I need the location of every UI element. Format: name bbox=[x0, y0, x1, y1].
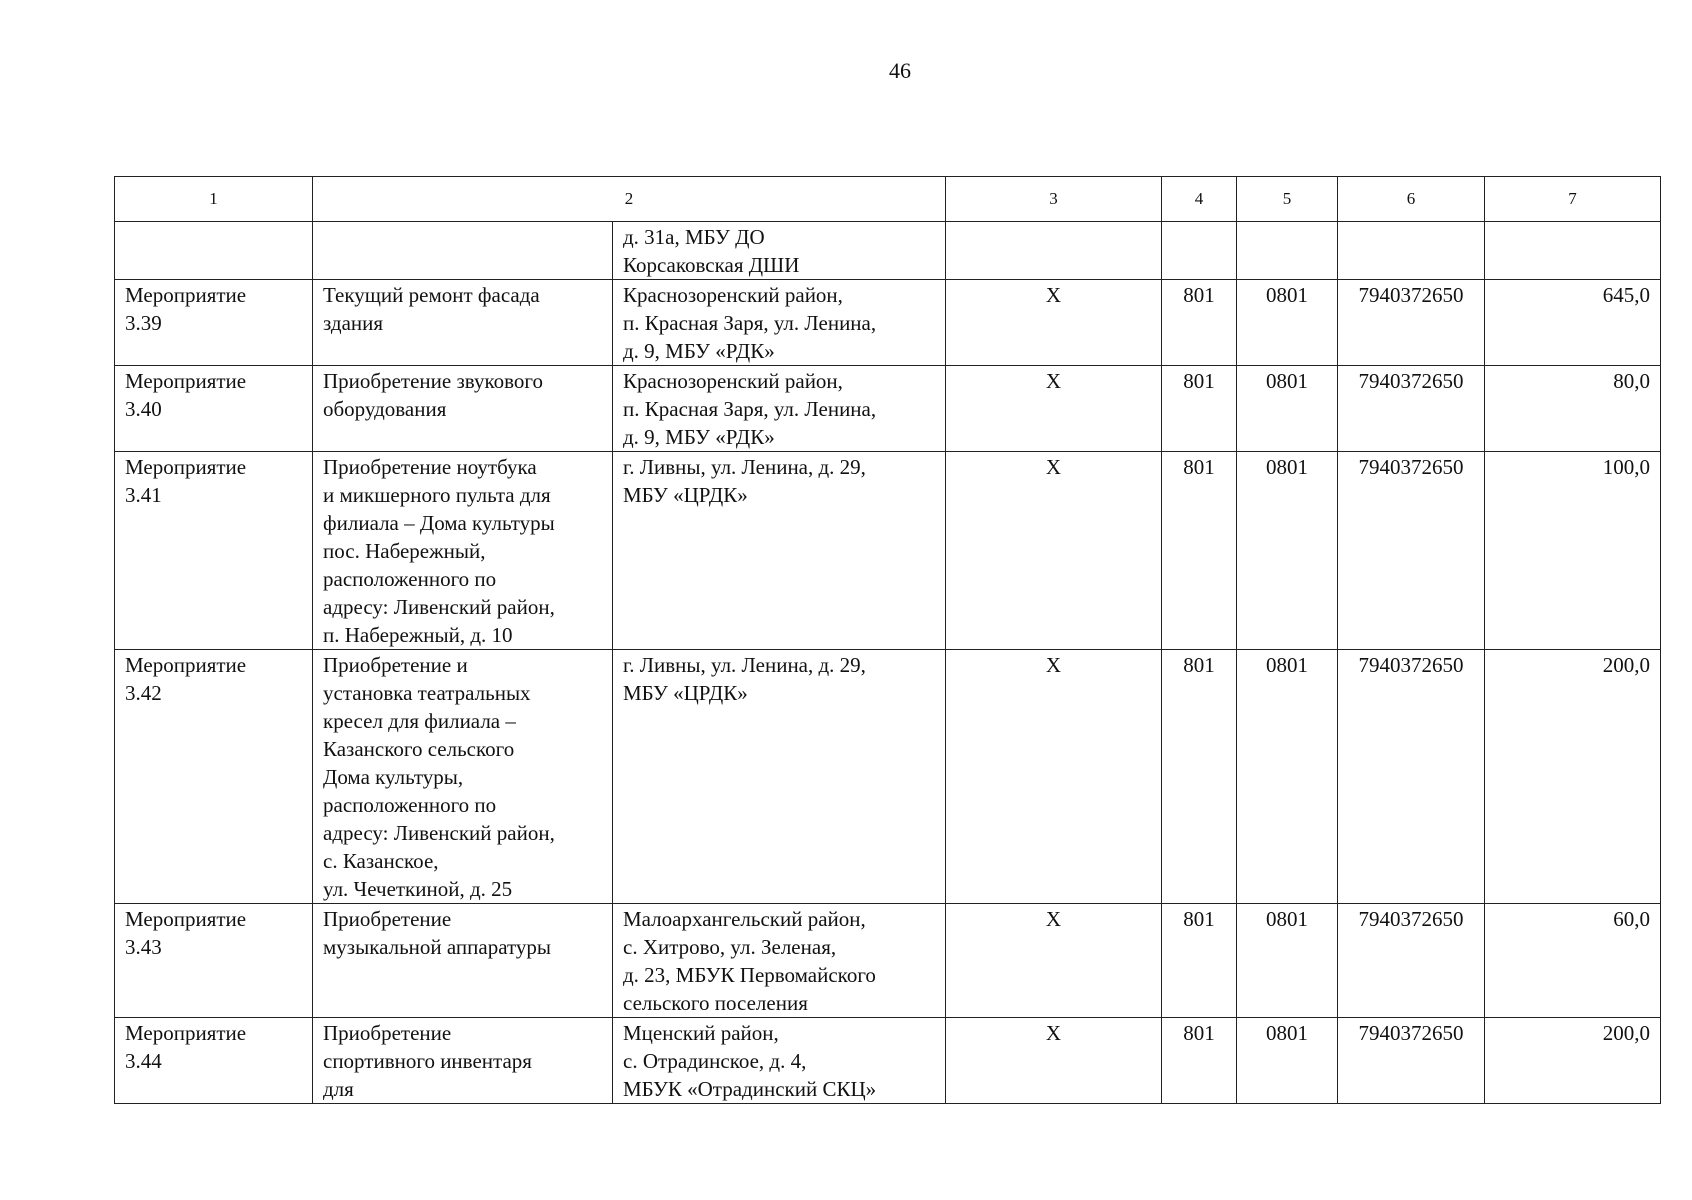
table-row bbox=[115, 650, 1661, 904]
col7-cell: 100,0 bbox=[1485, 452, 1661, 650]
col4-cell: 801 bbox=[1162, 904, 1237, 1018]
header-cell-1: 1 bbox=[115, 177, 313, 222]
col3-cell bbox=[946, 222, 1162, 280]
col5-cell: 0801 bbox=[1237, 904, 1338, 1018]
header-cell-3: 3 bbox=[946, 177, 1162, 222]
table-row bbox=[115, 222, 1661, 280]
name-cell: Приобретение спортивного инвентаря для bbox=[313, 1018, 613, 1104]
name-cell: Приобретение звукового оборудования bbox=[313, 366, 613, 452]
col3-cell: X bbox=[946, 650, 1162, 904]
name-cell: Приобретение музыкальной аппаратуры bbox=[313, 904, 613, 1018]
col7-cell: 200,0 bbox=[1485, 650, 1661, 904]
program-table bbox=[114, 176, 1661, 1104]
col5-cell: 0801 bbox=[1237, 366, 1338, 452]
col5-cell: 0801 bbox=[1237, 280, 1338, 366]
table-row bbox=[115, 1018, 1661, 1104]
header-row bbox=[115, 177, 1661, 222]
address-cell: г. Ливны, ул. Ленина, д. 29, МБУ «ЦРДК» bbox=[613, 650, 946, 904]
name-cell: Приобретение ноутбука и микшерного пульта для филиала – Дома культуры пос. Набережный, расположенного по адресу: Ливенский район, п. Набережный, д. 10 bbox=[313, 452, 613, 650]
address-cell: Мценский район, с. Отрадинское, д. 4, МБУК «Отрадинский СКЦ» bbox=[613, 1018, 946, 1104]
measure-cell: Мероприятие 3.42 bbox=[115, 650, 313, 904]
header-cell-7: 7 bbox=[1485, 177, 1661, 222]
col7-cell: 60,0 bbox=[1485, 904, 1661, 1018]
col3-cell: X bbox=[946, 280, 1162, 366]
name-cell: Приобретение и установка театральных кресел для филиала – Казанского сельского Дома культуры, расположенного по адресу: Ливенский район, с. Казанское, ул. Чечеткиной, д. 25 bbox=[313, 650, 613, 904]
col6-cell: 7940372650 bbox=[1338, 452, 1485, 650]
table-row bbox=[115, 366, 1661, 452]
name-cell: Текущий ремонт фасада здания bbox=[313, 280, 613, 366]
col5-cell: 0801 bbox=[1237, 1018, 1338, 1104]
col4-cell: 801 bbox=[1162, 280, 1237, 366]
col3-cell: X bbox=[946, 366, 1162, 452]
col4-cell bbox=[1162, 222, 1237, 280]
address-cell: Малоархангельский район, с. Хитрово, ул. Зеленая, д. 23, МБУК Первомайского сельского поселения bbox=[613, 904, 946, 1018]
header-cell-2: 2 bbox=[313, 177, 946, 222]
header-cell-6: 6 bbox=[1338, 177, 1485, 222]
address-cell: Краснозоренский район, п. Красная Заря, ул. Ленина, д. 9, МБУ «РДК» bbox=[613, 280, 946, 366]
col4-cell: 801 bbox=[1162, 1018, 1237, 1104]
measure-cell: Мероприятие 3.39 bbox=[115, 280, 313, 366]
address-cell: г. Ливны, ул. Ленина, д. 29, МБУ «ЦРДК» bbox=[613, 452, 946, 650]
col6-cell bbox=[1338, 222, 1485, 280]
measure-cell: Мероприятие 3.41 bbox=[115, 452, 313, 650]
col4-cell: 801 bbox=[1162, 452, 1237, 650]
table-row bbox=[115, 452, 1661, 650]
col7-cell: 80,0 bbox=[1485, 366, 1661, 452]
measure-cell bbox=[115, 222, 313, 280]
col5-cell: 0801 bbox=[1237, 650, 1338, 904]
col6-cell: 7940372650 bbox=[1338, 904, 1485, 1018]
measure-cell: Мероприятие 3.40 bbox=[115, 366, 313, 452]
col3-cell: X bbox=[946, 1018, 1162, 1104]
col6-cell: 7940372650 bbox=[1338, 650, 1485, 904]
col4-cell: 801 bbox=[1162, 650, 1237, 904]
col7-cell: 645,0 bbox=[1485, 280, 1661, 366]
table-row bbox=[115, 280, 1661, 366]
col4-cell: 801 bbox=[1162, 366, 1237, 452]
measure-cell: Мероприятие 3.44 bbox=[115, 1018, 313, 1104]
address-cell: Краснозоренский район, п. Красная Заря, ул. Ленина, д. 9, МБУ «РДК» bbox=[613, 366, 946, 452]
name-cell bbox=[313, 222, 613, 280]
col6-cell: 7940372650 bbox=[1338, 366, 1485, 452]
col5-cell bbox=[1237, 222, 1338, 280]
table-row bbox=[115, 904, 1661, 1018]
page-number: 46 bbox=[889, 58, 911, 83]
col6-cell: 7940372650 bbox=[1338, 1018, 1485, 1104]
col6-cell: 7940372650 bbox=[1338, 280, 1485, 366]
col7-cell bbox=[1485, 222, 1661, 280]
header-cell-4: 4 bbox=[1162, 177, 1237, 222]
col7-cell: 200,0 bbox=[1485, 1018, 1661, 1104]
header-cell-5: 5 bbox=[1237, 177, 1338, 222]
address-cell: д. 31а, МБУ ДО Корсаковская ДШИ bbox=[613, 222, 946, 280]
measure-cell: Мероприятие 3.43 bbox=[115, 904, 313, 1018]
col3-cell: X bbox=[946, 452, 1162, 650]
col5-cell: 0801 bbox=[1237, 452, 1338, 650]
col3-cell: X bbox=[946, 904, 1162, 1018]
